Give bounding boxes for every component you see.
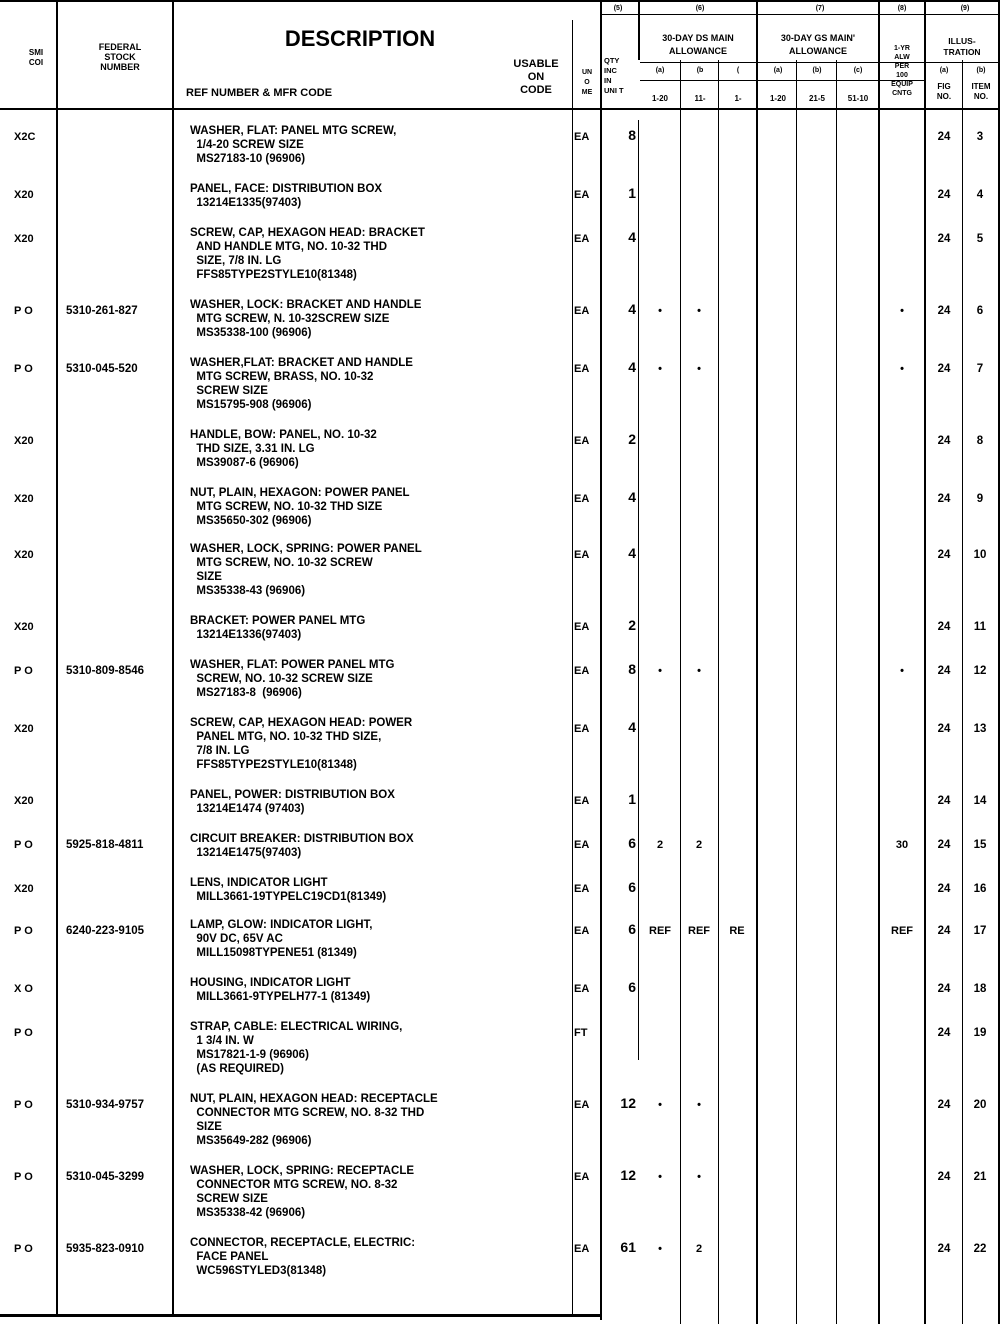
description-line: FFS85TYPE2STYLE10(81348) [190,759,357,771]
header-rule-fig [924,62,1000,63]
row-unit-of-measure: EA [574,665,590,677]
description-line: MS27183-10 (96906) [190,153,306,165]
column-rule-fsn [172,0,174,1316]
header-unit-of-measure: UN O ME [581,69,593,96]
row-description [190,542,570,598]
description-line: MS15795-908 (96906) [190,399,312,411]
row-ds-b: • [697,305,701,317]
row-description [190,486,570,528]
row-unit-of-measure: EA [574,723,590,735]
row-unit-of-measure: EA [574,549,590,561]
row-unit-of-measure: EA [574,305,590,317]
row-unit-of-measure: FT [574,1027,588,1039]
row-stock-number: 5310-045-520 [66,363,138,375]
header-ds-c-range: 1- [734,94,742,103]
description-line: CONNECTOR MTG SCREW, NO. 8-32 [190,1179,398,1191]
row-unit-of-measure: EA [574,493,590,505]
header-smr-code: SMI COI [28,48,44,67]
row-one-year-allowance: REF [891,925,913,937]
row-figure-number: 24 [937,665,951,677]
row-smr-code: X20 [14,549,34,561]
row-one-year-allowance: 30 [895,839,909,851]
row-unit-of-measure: EA [574,131,590,143]
row-smr-code: X20 [14,435,34,447]
row-unit-of-measure: EA [574,233,590,245]
header-rule-col5 [600,14,1000,15]
description-line: MS17821-1-9 (96906) [190,1049,309,1061]
row-quantity: 4 [628,229,636,245]
row-description [190,226,570,282]
header-gs-a-range: 1-20 [769,94,786,103]
row-quantity: 12 [620,1167,636,1183]
row-figure-number: 24 [937,839,951,851]
row-description [190,1164,570,1220]
row-figure-number: 24 [937,131,951,143]
description-line: MILL15098TYPENE51 (81349) [190,947,357,959]
row-ds-c: RE [729,925,745,937]
description-line: STRAP, CABLE: ELECTRICAL WIRING, [190,1021,403,1033]
row-description [190,1020,570,1076]
row-quantity: 4 [628,359,636,375]
row-smr-code: X20 [14,233,34,245]
header-col8-number: (8) [897,5,907,12]
row-unit-of-measure: EA [574,621,590,633]
header-gs-c: (c) [853,67,863,74]
row-item-number: 3 [976,131,984,143]
description-line: MTG SCREW, NO. 10-32 THD SIZE [190,501,383,513]
row-ds-a: • [658,305,662,317]
row-figure-number: 24 [937,549,951,561]
row-description [190,876,570,904]
row-smr-code: P O [14,1099,33,1111]
row-item-number: 8 [976,435,984,447]
row-description [190,298,570,340]
row-item-number: 17 [973,925,987,937]
description-line: PANEL, POWER: DISTRIBUTION BOX [190,789,395,801]
header-federal-stock-number: FEDERAL STOCK NUMBER [98,42,142,72]
row-ds-a: • [658,1171,662,1183]
description-line: 1 3/4 IN. W [190,1035,254,1047]
row-smr-code: X20 [14,795,34,807]
row-smr-code: X20 [14,883,34,895]
column-rule-ds-c [756,0,758,1324]
description-line: BRACKET: POWER PANEL MTG [190,615,366,627]
description-line: PANEL, FACE: DISTRIBUTION BOX [190,183,383,195]
row-unit-of-measure: EA [574,189,590,201]
header-col5-number: (5) [613,5,623,12]
row-stock-number: 5310-809-8546 [66,665,145,677]
row-unit-of-measure: EA [574,1171,590,1183]
header-rule-bottom [0,108,1000,110]
row-item-number: 7 [976,363,984,375]
description-line: NUT, PLAIN, HEXAGON HEAD: RECEPTACLE [190,1093,438,1105]
row-quantity: 61 [620,1239,636,1255]
column-rule-gs-c [878,0,880,1324]
description-line: SIZE [190,1121,222,1133]
row-description [190,976,570,1004]
header-gs-a: (a) [773,67,783,74]
description-line: WC596STYLED3(81348) [190,1265,327,1277]
description-line: MS35338-42 (96906) [190,1207,306,1219]
row-description [190,1092,570,1148]
description-line: MS35338-100 (96906) [190,327,312,339]
row-item-number: 10 [973,549,987,561]
description-line: 13214E1336(97403) [190,629,302,641]
row-ds-a: • [658,1099,662,1111]
row-smr-code: P O [14,665,33,677]
row-smr-code: X2C [14,131,36,143]
row-item-number: 6 [976,305,984,317]
row-smr-code: X20 [14,723,34,735]
row-description [190,1236,570,1278]
row-quantity: 2 [628,617,636,633]
description-line: CONNECTOR, RECEPTACLE, ELECTRIC: [190,1237,416,1249]
row-description [190,182,570,210]
row-ds-b: 2 [695,1243,703,1255]
row-one-year-allowance: • [900,665,904,677]
description-line: LENS, INDICATOR LIGHT [190,877,328,889]
row-item-number: 15 [973,839,987,851]
header-ds-c: ( [736,67,740,74]
row-unit-of-measure: EA [574,925,590,937]
row-quantity: 6 [628,879,636,895]
row-stock-number: 5310-934-9757 [66,1099,145,1111]
row-figure-number: 24 [937,233,951,245]
description-line: MILL3661-9TYPELH77-1 (81349) [190,991,371,1003]
row-smr-code: P O [14,1171,33,1183]
row-item-number: 11 [973,621,987,633]
row-quantity: 6 [628,921,636,937]
row-ds-a: • [658,363,662,375]
description-line: MS35649-282 (96906) [190,1135,312,1147]
row-unit-of-measure: EA [574,839,590,851]
column-rule-gs-b [836,60,837,1324]
header-illustration: ILLUS- TRATION [943,36,981,57]
description-line: 13214E1475(97403) [190,847,302,859]
row-quantity: 1 [628,791,636,807]
description-line: WASHER,FLAT: BRACKET AND HANDLE [190,357,413,369]
header-description: DESCRIPTION [284,26,436,51]
row-figure-number: 24 [937,363,951,375]
row-description [190,356,570,412]
description-line: MS35338-43 (96906) [190,585,306,597]
row-ds-a: REF [649,925,671,937]
row-ds-a: • [658,1243,662,1255]
row-quantity: 4 [628,301,636,317]
row-ds-b: • [697,665,701,677]
row-quantity: 8 [628,127,636,143]
header-item-no: ITEM NO. [971,82,991,101]
header-ds-a-range: 1-20 [651,94,668,103]
row-stock-number: 5310-261-827 [66,305,138,317]
column-rule-qty-body [638,120,639,1060]
description-line: WASHER, LOCK: BRACKET AND HANDLE [190,299,422,311]
description-line: AND HANDLE MTG, NO. 10-32 THD [190,241,388,253]
header-col6-number: (6) [695,5,705,12]
description-line: (AS REQUIRED) [190,1063,284,1075]
header-qty-inc: QTY INC IN UNI T [604,56,624,95]
description-line: SIZE, 7/8 IN. LG [190,255,282,267]
description-line: SIZE [190,571,222,583]
row-description [190,788,570,816]
row-item-number: 14 [973,795,987,807]
row-quantity: 4 [628,719,636,735]
header-gs-b-range: 21-5 [808,94,825,103]
row-smr-code: X O [14,983,33,995]
column-rule-gs-a [796,60,797,1324]
row-quantity: 4 [628,545,636,561]
description-line: SCREW SIZE [190,1193,268,1205]
row-quantity: 2 [628,431,636,447]
row-smr-code: P O [14,1027,33,1039]
row-item-number: 16 [973,883,987,895]
row-smr-code: X20 [14,493,34,505]
description-line: WASHER, LOCK, SPRING: RECEPTACLE [190,1165,415,1177]
description-line: MTG SCREW, NO. 10-32 SCREW [190,557,373,569]
row-smr-code: P O [14,839,33,851]
header-col9-number: (9) [960,5,970,12]
row-item-number: 12 [973,665,987,677]
row-figure-number: 24 [937,795,951,807]
column-rule-fig [962,60,963,1324]
row-figure-number: 24 [937,305,951,317]
row-item-number: 9 [976,493,984,505]
row-quantity: 4 [628,489,636,505]
row-unit-of-measure: EA [574,983,590,995]
description-line: 1/4-20 SCREW SIZE [190,139,304,151]
header-ds-a: (a) [655,67,665,74]
header-ds-allowance: 30-DAY DS MAIN ALLOWANCE [662,33,734,56]
row-item-number: 21 [973,1171,987,1183]
description-line: 13214E1335(97403) [190,197,302,209]
description-line: 13214E1474 (97403) [190,803,305,815]
row-quantity: 6 [628,979,636,995]
row-description [190,658,570,700]
row-description [190,832,570,860]
description-line: WASHER, LOCK, SPRING: POWER PANEL [190,543,422,555]
row-figure-number: 24 [937,1171,951,1183]
description-line: FFS85TYPE2STYLE10(81348) [190,269,357,281]
description-line: SCREW SIZE [190,385,268,397]
row-unit-of-measure: EA [574,435,590,447]
column-rule-right [998,0,1000,1324]
description-line: NUT, PLAIN, HEXAGON: POWER PANEL [190,487,410,499]
description-line: MILL3661-19TYPELC19CD1(81349) [190,891,387,903]
row-ds-b: • [697,1099,701,1111]
header-rule-top [0,0,1000,2]
row-smr-code: P O [14,305,33,317]
row-one-year-allowance: • [900,305,904,317]
description-line: LAMP, GLOW: INDICATOR LIGHT, [190,919,373,931]
header-ds-b-range: 11- [694,94,706,103]
description-line: SCREW, NO. 10-32 SCREW SIZE [190,673,373,685]
row-figure-number: 24 [937,883,951,895]
row-smr-code: P O [14,1243,33,1255]
row-smr-code: P O [14,925,33,937]
header-one-year-allowance: 1-YR ALW PER 100 EQUIP CNTG [891,45,913,97]
row-stock-number: 5935-823-0910 [66,1243,145,1255]
row-figure-number: 24 [937,983,951,995]
row-stock-number: 5310-045-3299 [66,1171,145,1183]
row-description [190,614,570,642]
row-item-number: 22 [973,1243,987,1255]
row-item-number: 18 [973,983,987,995]
header-gs-b: (b) [812,67,822,74]
row-quantity: 12 [620,1095,636,1111]
row-figure-number: 24 [937,493,951,505]
row-item-number: 20 [973,1099,987,1111]
row-figure-number: 24 [937,1099,951,1111]
description-line: HANDLE, BOW: PANEL, NO. 10-32 [190,429,377,441]
header-fig-b: (b) [976,67,986,74]
header-ds-b: (b [696,67,704,74]
row-ds-a: • [658,665,662,677]
row-description [190,918,570,960]
description-line: THD SIZE, 3.31 IN. LG [190,443,315,455]
row-smr-code: X20 [14,621,34,633]
row-description [190,124,570,166]
header-usable-on-code: USABLE ON CODE [513,58,559,96]
description-line: SCREW, CAP, HEXAGON HEAD: POWER [190,717,413,729]
row-figure-number: 24 [937,1243,951,1255]
description-line: MTG SCREW, BRASS, NO. 10-32 [190,371,374,383]
row-smr-code: X20 [14,189,34,201]
description-line: PANEL MTG, NO. 10-32 THD SIZE, [190,731,382,743]
row-unit-of-measure: EA [574,1099,590,1111]
row-stock-number: 6240-223-9105 [66,925,145,937]
description-line: SCREW, CAP, HEXAGON HEAD: BRACKET [190,227,425,239]
description-line: MTG SCREW, N. 10-32SCREW SIZE [190,313,390,325]
row-figure-number: 24 [937,925,951,937]
row-stock-number: 5925-818-4811 [66,839,144,851]
description-line: HOUSING, INDICATOR LIGHT [190,977,351,989]
footer-rule [0,1314,600,1317]
row-item-number: 4 [976,189,984,201]
row-ds-b: • [697,1171,701,1183]
row-figure-number: 24 [937,435,951,447]
header-fig-a: (a) [939,67,949,74]
description-line: 7/8 IN. LG [190,745,250,757]
row-quantity: 8 [628,661,636,677]
header-gs-c-range: 51-10 [847,94,869,103]
row-unit-of-measure: EA [574,363,590,375]
row-figure-number: 24 [937,723,951,735]
row-unit-of-measure: EA [574,883,590,895]
row-description [190,716,570,772]
description-line: WASHER, FLAT: POWER PANEL MTG [190,659,395,671]
row-quantity: 1 [628,185,636,201]
row-one-year-allowance: • [900,363,904,375]
row-item-number: 5 [976,233,984,245]
column-rule-smr [56,0,58,1316]
row-description [190,428,570,470]
description-line: MS27183-8 (96906) [190,687,302,699]
row-smr-code: P O [14,363,33,375]
row-item-number: 13 [973,723,987,735]
header-ref-number: REF NUMBER & MFR CODE [186,87,333,99]
row-quantity: 6 [628,835,636,851]
description-line: MS35650-302 (96906) [190,515,312,527]
row-unit-of-measure: EA [574,1243,590,1255]
row-ds-a: 2 [656,839,664,851]
row-item-number: 19 [973,1027,987,1039]
description-line: 90V DC, 65V AC [190,933,283,945]
header-gs-allowance: 30-DAY GS MAIN' ALLOWANCE [780,33,856,56]
description-line: CONNECTOR MTG SCREW, NO. 8-32 THD [190,1107,425,1119]
description-line: WASHER, FLAT: PANEL MTG SCREW, [190,125,397,137]
row-ds-b: 2 [695,839,703,851]
row-ds-b: REF [688,925,710,937]
header-col7-number: (7) [815,5,825,12]
column-rule-ds-b [718,60,719,1324]
row-figure-number: 24 [937,1027,951,1039]
row-ds-b: • [697,363,701,375]
column-rule-um-left [572,20,573,1316]
row-figure-number: 24 [937,621,951,633]
description-line: CIRCUIT BREAKER: DISTRIBUTION BOX [190,833,414,845]
header-fig-no: FIG NO. [936,82,952,101]
column-rule-ds-a [680,60,681,1324]
description-line: FACE PANEL [190,1251,269,1263]
row-figure-number: 24 [937,189,951,201]
row-unit-of-measure: EA [574,795,590,807]
description-line: MS39087-6 (96906) [190,457,299,469]
